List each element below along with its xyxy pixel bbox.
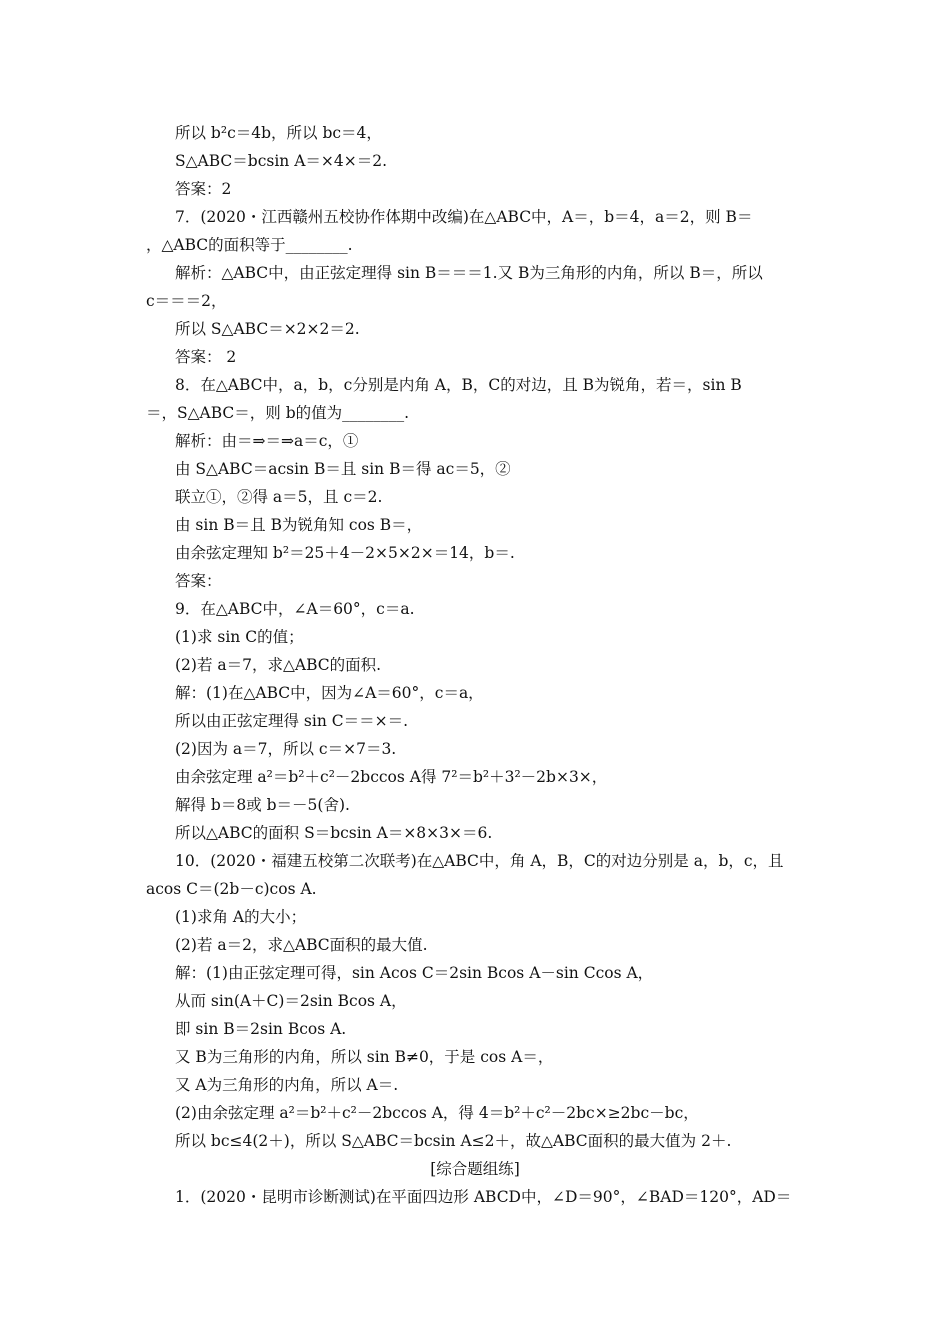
text-line: 所以 b²c＝4b，所以 bc＝4， <box>175 124 382 142</box>
text-line: (2)若 a＝7，求△ABC的面积. <box>175 656 382 674</box>
text-line: 答案： 2 <box>175 348 237 366</box>
section-heading: [综合题组练] <box>430 1160 520 1178</box>
text-line: 解析：由＝⇒＝⇒a＝c，① <box>175 432 359 450</box>
text-line: S△ABC＝bcsin A＝×4×＝2. <box>175 152 388 170</box>
text-line: 又 A为三角形的内角，所以 A＝. <box>175 1076 399 1094</box>
text-line: 即 sin B＝2sin Bcos A. <box>175 1020 347 1038</box>
text-line: ，△ABC的面积等于________. <box>146 236 353 254</box>
text-line: 所以由正弦定理得 sin C＝＝×＝. <box>175 712 409 730</box>
text-line: 解：(1)在△ABC中，因为∠A＝60°，c＝a， <box>175 684 484 702</box>
text-line: 8．在△ABC中，a，b，c分别是内角 A，B，C的对边，且 B为锐角，若＝，sin B <box>175 376 742 394</box>
text-line: 解：(1)由正弦定理可得，sin Acos C＝2sin Bcos A－sin Ccos A， <box>175 964 654 982</box>
text-line: (2)因为 a＝7，所以 c＝×7＝3. <box>175 740 397 758</box>
text-line: 联立①，②得 a＝5，且 c＝2. <box>175 488 383 506</box>
text-line: 9．在△ABC中，∠A＝60°，c＝a. <box>175 600 415 618</box>
text-line: (2)若 a＝2，求△ABC面积的最大值. <box>175 936 428 954</box>
text-line: (1)求 sin C的值； <box>175 628 304 646</box>
text-line: 7．(2020・江西赣州五校协作体期中改编)在△ABC中，A＝，b＝4，a＝2，则 B＝ <box>175 208 753 226</box>
text-line: 所以 bc≤4(2＋)，所以 S△ABC＝bcsin A≤2＋，故△ABC面积的最大值为 2＋. <box>175 1132 732 1150</box>
text-line: 由 sin B＝且 B为锐角知 cos B＝， <box>175 516 423 534</box>
text-line: 10．(2020・福建五校第二次联考)在△ABC中，角 A，B，C的对边分别是 a，b，c，且 <box>175 852 784 870</box>
text-line: 解析：△ABC中，由正弦定理得 sin B＝＝＝1.又 B为三角形的内角，所以 B＝，所以 <box>175 264 763 282</box>
text-line: c＝＝＝2， <box>146 292 227 310</box>
text-line: 又 B为三角形的内角，所以 sin B≠0，于是 cos A＝， <box>175 1048 554 1066</box>
text-line: 由余弦定理知 b²＝25＋4－2×5×2×＝14，b＝. <box>175 544 515 562</box>
text-line: 由 S△ABC＝acsin B＝且 sin B＝得 ac＝5，② <box>175 460 511 478</box>
text-line: 答案： <box>175 572 222 590</box>
text-line: (2)由余弦定理 a²＝b²＋c²－2bccos A，得 4＝b²＋c²－2bc×≥2bc－bc， <box>175 1104 699 1122</box>
text-line: ＝，S△ABC＝，则 b的值为________. <box>146 404 410 422</box>
text-line: acos C＝(2b－c)cos A. <box>146 880 317 898</box>
text-line: 从而 sin(A＋C)＝2sin Bcos A， <box>175 992 407 1010</box>
text-line: 所以△ABC的面积 S＝bcsin A＝×8×3×＝6. <box>175 824 493 842</box>
text-line: 由余弦定理 a²＝b²＋c²－2bccos A得 7²＝b²＋3²－2b×3×， <box>175 768 608 786</box>
text-line: 解得 b＝8或 b＝－5(舍). <box>175 796 350 814</box>
text-line: 1．(2020・昆明市诊断测试)在平面四边形 ABCD中，∠D＝90°，∠BAD＝120°，AD＝ <box>175 1188 792 1206</box>
text-line: 所以 S△ABC＝×2×2＝2. <box>175 320 360 338</box>
text-line: 答案：2 <box>175 180 232 198</box>
text-line: (1)求角 A的大小； <box>175 908 307 926</box>
